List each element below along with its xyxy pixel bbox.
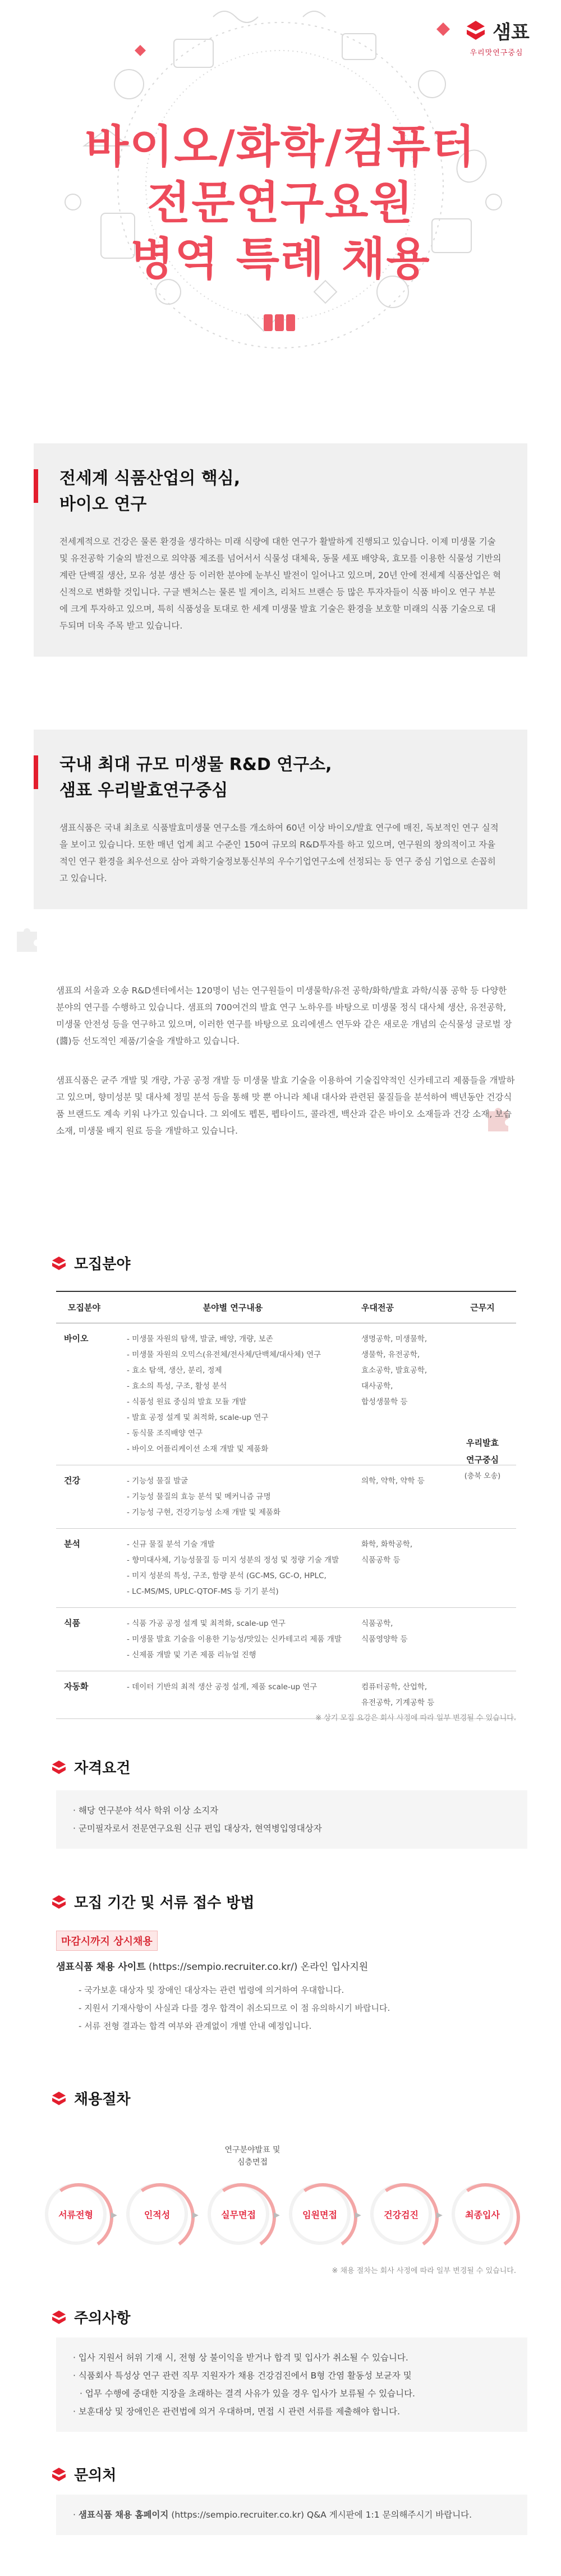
major-item: 식품공학 등 xyxy=(361,1556,401,1565)
arrow-right-icon: ▶ xyxy=(111,2211,117,2220)
step-label: 인적성 xyxy=(144,2209,171,2220)
process-step xyxy=(289,2183,351,2245)
field-cell: 식품 xyxy=(64,1618,80,1628)
intro-bio-title xyxy=(59,466,502,517)
list-item: · 업무 수행에 중대한 지장을 초래하는 결격 사유가 있을 경우 입사가 보류될 수 있습니다. xyxy=(73,2385,511,2403)
process-step xyxy=(45,2183,107,2245)
step-caption xyxy=(208,2144,297,2169)
content-item: - 미생물 자원의 오믹스(유전체/전사체/단백체/대사체) 연구 xyxy=(127,1347,348,1363)
content-item: - 발효 공정 설계 및 최적화, scale-up 연구 xyxy=(127,1410,348,1425)
process-step xyxy=(208,2183,269,2245)
location-spacer xyxy=(449,1529,516,1607)
list-item: - 국가보훈 대상자 및 장애인 대상자는 관련 법령에 의거하여 우대합니다. xyxy=(79,1981,505,1999)
apply-site[interactable] xyxy=(56,1959,368,1973)
process-step xyxy=(370,2183,432,2245)
major-cell xyxy=(353,1608,449,1671)
table-body xyxy=(56,1323,516,1719)
content-item: - 향미대사체, 기능성물질 등 미지 성분의 정성 및 정량 기술 개발 xyxy=(127,1552,348,1568)
content-item: - 바이오 어플리케이션 소재 개발 및 제품화 xyxy=(127,1441,348,1457)
content-item: - 기능성 구현, 건강기능성 소재 개발 및 제품화 xyxy=(127,1505,348,1520)
content-item: - 미생물 발효 기술을 이용한 기능성/맛있는 신카테고리 제품 개발 xyxy=(127,1631,348,1647)
major-item: 컴퓨터공학, 산업학, xyxy=(361,1683,427,1692)
section-qualifications xyxy=(50,1757,130,1777)
section-title: 모집분야 xyxy=(74,1256,131,1273)
major-cell xyxy=(353,1323,449,1465)
location-spacer xyxy=(449,1608,516,1671)
content-item: - 식품 가공 공정 설계 및 최적화, scale-up 연구 xyxy=(127,1616,348,1631)
content-cell xyxy=(112,1529,353,1607)
header-content: 분야별 연구내용 xyxy=(203,1303,263,1313)
section-title: 주의사항 xyxy=(74,2310,131,2327)
intro-rnd-title-line-1: 국내 최대 규모 미생물 R&D 연구소, xyxy=(59,755,332,774)
table-note: ※ 상기 모집 요강은 회사 사정에 따라 일부 변경될 수 있습니다. xyxy=(315,1714,516,1722)
contact-item[interactable] xyxy=(73,2506,511,2524)
arrow-right-icon: ▶ xyxy=(355,2211,361,2220)
content-item: - 식품성 원료 중심의 발효 모듈 개발 xyxy=(127,1394,348,1410)
contact-box xyxy=(56,2495,527,2535)
section-title: 모집 기간 및 서류 접수 방법 xyxy=(74,1895,255,1912)
contact-site-name: 샘표식품 채용 홈페이지 xyxy=(78,2510,169,2520)
major-item: 합성생물학 등 xyxy=(361,1397,408,1406)
section-logo-icon xyxy=(50,2090,67,2107)
process-step xyxy=(126,2183,188,2245)
content-item: - 효소 탐색, 생산, 분리, 정제 xyxy=(127,1363,348,1378)
field-cell: 바이오 xyxy=(64,1333,89,1344)
location-sub: (충북 오송) xyxy=(464,1472,501,1480)
process-flow xyxy=(45,2146,516,2250)
section-title: 자격요건 xyxy=(74,1760,131,1777)
section-recruit-field xyxy=(50,1253,130,1273)
content-item: - 기능성 물질의 효능 분석 및 메커니즘 규명 xyxy=(127,1489,348,1505)
table-row xyxy=(56,1465,516,1529)
section-notice xyxy=(50,2307,130,2327)
major-cell xyxy=(353,1529,449,1607)
content-item: - 미생물 자원의 탐색, 발굴, 배양, 개량, 보존 xyxy=(127,1331,348,1347)
step-caption-line-1: 연구분야발표 및 xyxy=(224,2146,280,2155)
process-step xyxy=(452,2183,513,2245)
field-cell: 분석 xyxy=(64,1539,80,1549)
apply-site-url[interactable]: (https://sempio.recruiter.co.kr/) 온라인 입사지원 xyxy=(149,1961,369,1973)
intro-rnd-title-line-2: 샘표 우리발효연구중심 xyxy=(59,781,228,800)
list-item: · 해당 연구분야 석사 학위 이상 소지자 xyxy=(73,1802,511,1819)
recruit-table xyxy=(56,1291,516,1719)
header-location: 근무지 xyxy=(470,1303,495,1313)
major-cell xyxy=(353,1465,449,1528)
step-label: 최종입사 xyxy=(465,2209,500,2220)
section-title: 문의처 xyxy=(74,2467,117,2484)
hero-title-line-1: 바이오/화학/컴퓨터 xyxy=(85,121,476,173)
section-logo-icon xyxy=(50,1759,67,1776)
location-line-2: 연구중심 xyxy=(466,1455,499,1465)
rnd-paragraph-1: 샘표의 서울과 오송 R&D센터에서는 120명이 넘는 연구원들이 미생물학/유전 공학/화학/발효 과학/식품 공학 등 다양한 분야의 연구를 수행하고 있습니다. 샘표의 700여건의 발효 연구 노하우를 바탕으로 미생물 정식 대사체 생산, 유전공학, 미생물 안전성 등을 연구하고 있으며, 이러한 연구를 바탕으로 요리에센스 연두와 같은 새로운 개념의 순식물성 글로벌 장(醬)등 선도적인 제품/기술을 개발하고 있습니다. xyxy=(56,986,512,1046)
brand-logo[interactable] xyxy=(454,17,539,57)
list-item: · 군미필자로서 전문연구요원 신규 편입 대상자, 현역병입영대상자 xyxy=(73,1819,511,1837)
apply-notes xyxy=(79,1981,505,2035)
accent-bar xyxy=(34,469,38,503)
accent-bar xyxy=(34,755,38,789)
list-item: - 지원서 기재사항이 사실과 다를 경우 합격이 취소되므로 이 점 유의하시기 바랍니다. xyxy=(79,1999,505,2017)
step-caption-line-2: 심층면접 xyxy=(237,2158,268,2167)
section-contact xyxy=(50,2464,116,2485)
content-cell xyxy=(112,1323,353,1465)
arrow-right-icon: ▶ xyxy=(274,2211,280,2220)
apply-site-name: 샘표식품 채용 사이트 xyxy=(56,1961,146,1973)
location-line-1: 우리발효 xyxy=(466,1438,499,1448)
section-process xyxy=(50,2088,130,2109)
notice-list xyxy=(56,2337,527,2432)
table-row xyxy=(56,1323,516,1465)
step-label: 서류전형 xyxy=(58,2209,93,2220)
intro-bio-title-line-1: 전세계 식품산업의 핵심, xyxy=(59,469,241,488)
content-item: - LC-MS/MS, UPLC-QTOF-MS 등 기기 분석) xyxy=(127,1584,348,1599)
brand-name: 샘표 xyxy=(493,21,530,44)
major-item: 식품공학, xyxy=(361,1619,393,1628)
major-item: 생명공학, 미생물학, xyxy=(361,1335,427,1344)
location-cell xyxy=(449,1434,516,1485)
list-item: · 보훈대상 및 장애인은 관련법에 의거 우대하며, 면접 시 관련 서류를 제출해야 합니다. xyxy=(73,2403,511,2421)
brand-subtitle: 우리맛연구중심 xyxy=(470,48,523,57)
field-cell: 자동화 xyxy=(64,1681,89,1692)
major-item: 식품영양학 등 xyxy=(361,1635,408,1644)
header-field: 모집분야 xyxy=(68,1303,100,1313)
hero-title-line-2: 전문연구요원 xyxy=(147,177,414,229)
list-item: · 입사 지원서 허위 기재 시, 전형 상 불이익을 받거나 합격 및 입사가 취소될 수 있습니다. xyxy=(73,2349,511,2367)
content-item: - 기능성 물질 발굴 xyxy=(127,1473,348,1489)
intro-rnd-title xyxy=(59,752,502,804)
content-item: - 동식물 조직배양 연구 xyxy=(127,1425,348,1441)
content-item: - 효소의 특성, 구조, 활성 분석 xyxy=(127,1378,348,1394)
major-item: 생물학, 유전공학, xyxy=(361,1350,420,1359)
intro-bio-body: 전세계적으로 건강은 물론 환경을 생각하는 미래 식량에 대한 연구가 활발하게 진행되고 있습니다. 이제 미생물 기술 및 유전공학 기술의 발전으로 의약품 제조를 넘어서서 식물성 대체육, 동물 세포 배양육, 효모를 이용한 식물성 기반의 계란 단백질 생산, 모유 성분 생산 등 이러한 분야에 눈부신 발전이 일어나고 있으며, 20년 안에 전세계 식품산업은 혁신적으로 변화할 것입니다. 구글 벤처스는 물론 빌 게이츠, 리처드 브랜슨 등 많은 투자자들이 식품 바이오 연구 부분에 크게 투자하고 있으며, 특히 식품성을 토대로 한 세계 미생물 발효 기술은 환경을 보호할 미래의 식품 기술으로 대두되며 더욱 주목 받고 있습니다. xyxy=(34,528,527,657)
section-logo-icon xyxy=(50,1255,67,1272)
arrow-right-icon: ▶ xyxy=(436,2211,443,2220)
puzzle-decoration-icon xyxy=(11,920,45,954)
intro-rnd-body: 샘표식품은 국내 최초로 식품발효미생물 연구소를 개소하여 60년 이상 바이오/발효 연구에 매진, 독보적인 연구 실적을 보이고 있습니다. 또한 매년 업계 최고 수준인 150여 규모의 R&D투자를 하고 있으며, 연구원의 창의적이고 자율적인 연구 환경을 최우선으로 삼아 과학기술정보통신부의 우수기업연구소에 선정되는 등 연구 중심 기업으로 손꼽히고 있습니다. xyxy=(34,814,527,909)
sempio-logo-icon xyxy=(463,19,488,43)
table-row xyxy=(56,1529,516,1608)
content-item: - 신제품 개발 및 기존 제품 리뉴얼 진행 xyxy=(127,1647,348,1663)
major-item: 유전공학, 기계공학 등 xyxy=(361,1698,435,1707)
step-label: 실무면접 xyxy=(221,2209,256,2220)
major-item: 효소공학, 발효공학, xyxy=(361,1366,427,1375)
list-item: · 식품회사 특성상 연구 관련 직무 지원자가 채용 건강검진에서 B형 간염 활동성 보균자 및 xyxy=(73,2367,511,2385)
section-period xyxy=(50,1891,255,1912)
step-label: 건강검진 xyxy=(384,2209,419,2220)
process-note: ※ 채용 절차는 회사 사정에 따라 일부 변경될 수 있습니다. xyxy=(332,2267,516,2275)
contact-url[interactable]: (https://sempio.recruiter.co.kr) Q&A 게시판에 1:1 문의해주시기 바랍니다. xyxy=(171,2510,472,2520)
table-header xyxy=(56,1292,516,1323)
qualification-list xyxy=(56,1790,527,1849)
content-item: - 데이터 기반의 최적 생산 공정 설계, 제품 scale-up 연구 xyxy=(127,1679,348,1695)
major-item: 화학, 화학공학, xyxy=(361,1540,413,1549)
rnd-paragraph-2: 샘표식품은 균주 개발 및 개량, 가공 공정 개발 등 미생물 발효 기술을 이용하여 기술집약적인 신카테고리 제품들을 개발하고 있으며, 향미성분 및 대사체 정밀 분석 등을 통해 맛 뿐 아니라 체내 대사와 관련된 물질들을 분석하여 백년동안 건강식품 브랜드도 계속 키워 나가고 있습니다. 그 외에도 펩톤, 펩타이드, 콜라겐, 백산과 같은 바이오 소재들과 건강 소재, 보습 소재, 미생물 배지 원료 등을 개발하고 있습니다. xyxy=(56,1075,515,1136)
intro-rnd-center xyxy=(34,730,527,909)
step-label: 임원면접 xyxy=(302,2209,337,2220)
content-cell xyxy=(112,1608,353,1671)
intro-bio-title-line-2: 바이오 연구 xyxy=(59,494,147,514)
hero-banner xyxy=(0,0,561,359)
hero-title xyxy=(0,119,561,287)
section-logo-icon xyxy=(50,2466,67,2483)
hero-title-line-3: 병역 특례 채용 xyxy=(130,233,431,285)
content-item: - 신규 물질 분석 기술 개발 xyxy=(127,1537,348,1552)
section-title: 채용절차 xyxy=(74,2091,131,2108)
header-major: 우대전공 xyxy=(361,1303,394,1313)
table-row xyxy=(56,1608,516,1671)
content-cell xyxy=(112,1465,353,1528)
section-logo-icon xyxy=(50,2309,67,2326)
major-item: 대사공학, xyxy=(361,1382,393,1391)
arrow-right-icon: ▶ xyxy=(192,2211,199,2220)
content-item: - 미지 성분의 특성, 구조, 함량 분석 (GC-MS, GC-O, HPLC, xyxy=(127,1568,348,1584)
section-logo-icon xyxy=(50,1894,67,1910)
deadline-badge: 마감시까지 상시채용 xyxy=(56,1931,158,1951)
intro-bio-research xyxy=(34,443,527,657)
field-cell: 건강 xyxy=(64,1475,80,1486)
list-item: - 서류 전형 결과는 합격 여부와 관계없이 개별 안내 예정입니다. xyxy=(79,2017,505,2035)
major-item: 의학, 약학, 약학 등 xyxy=(361,1477,425,1486)
